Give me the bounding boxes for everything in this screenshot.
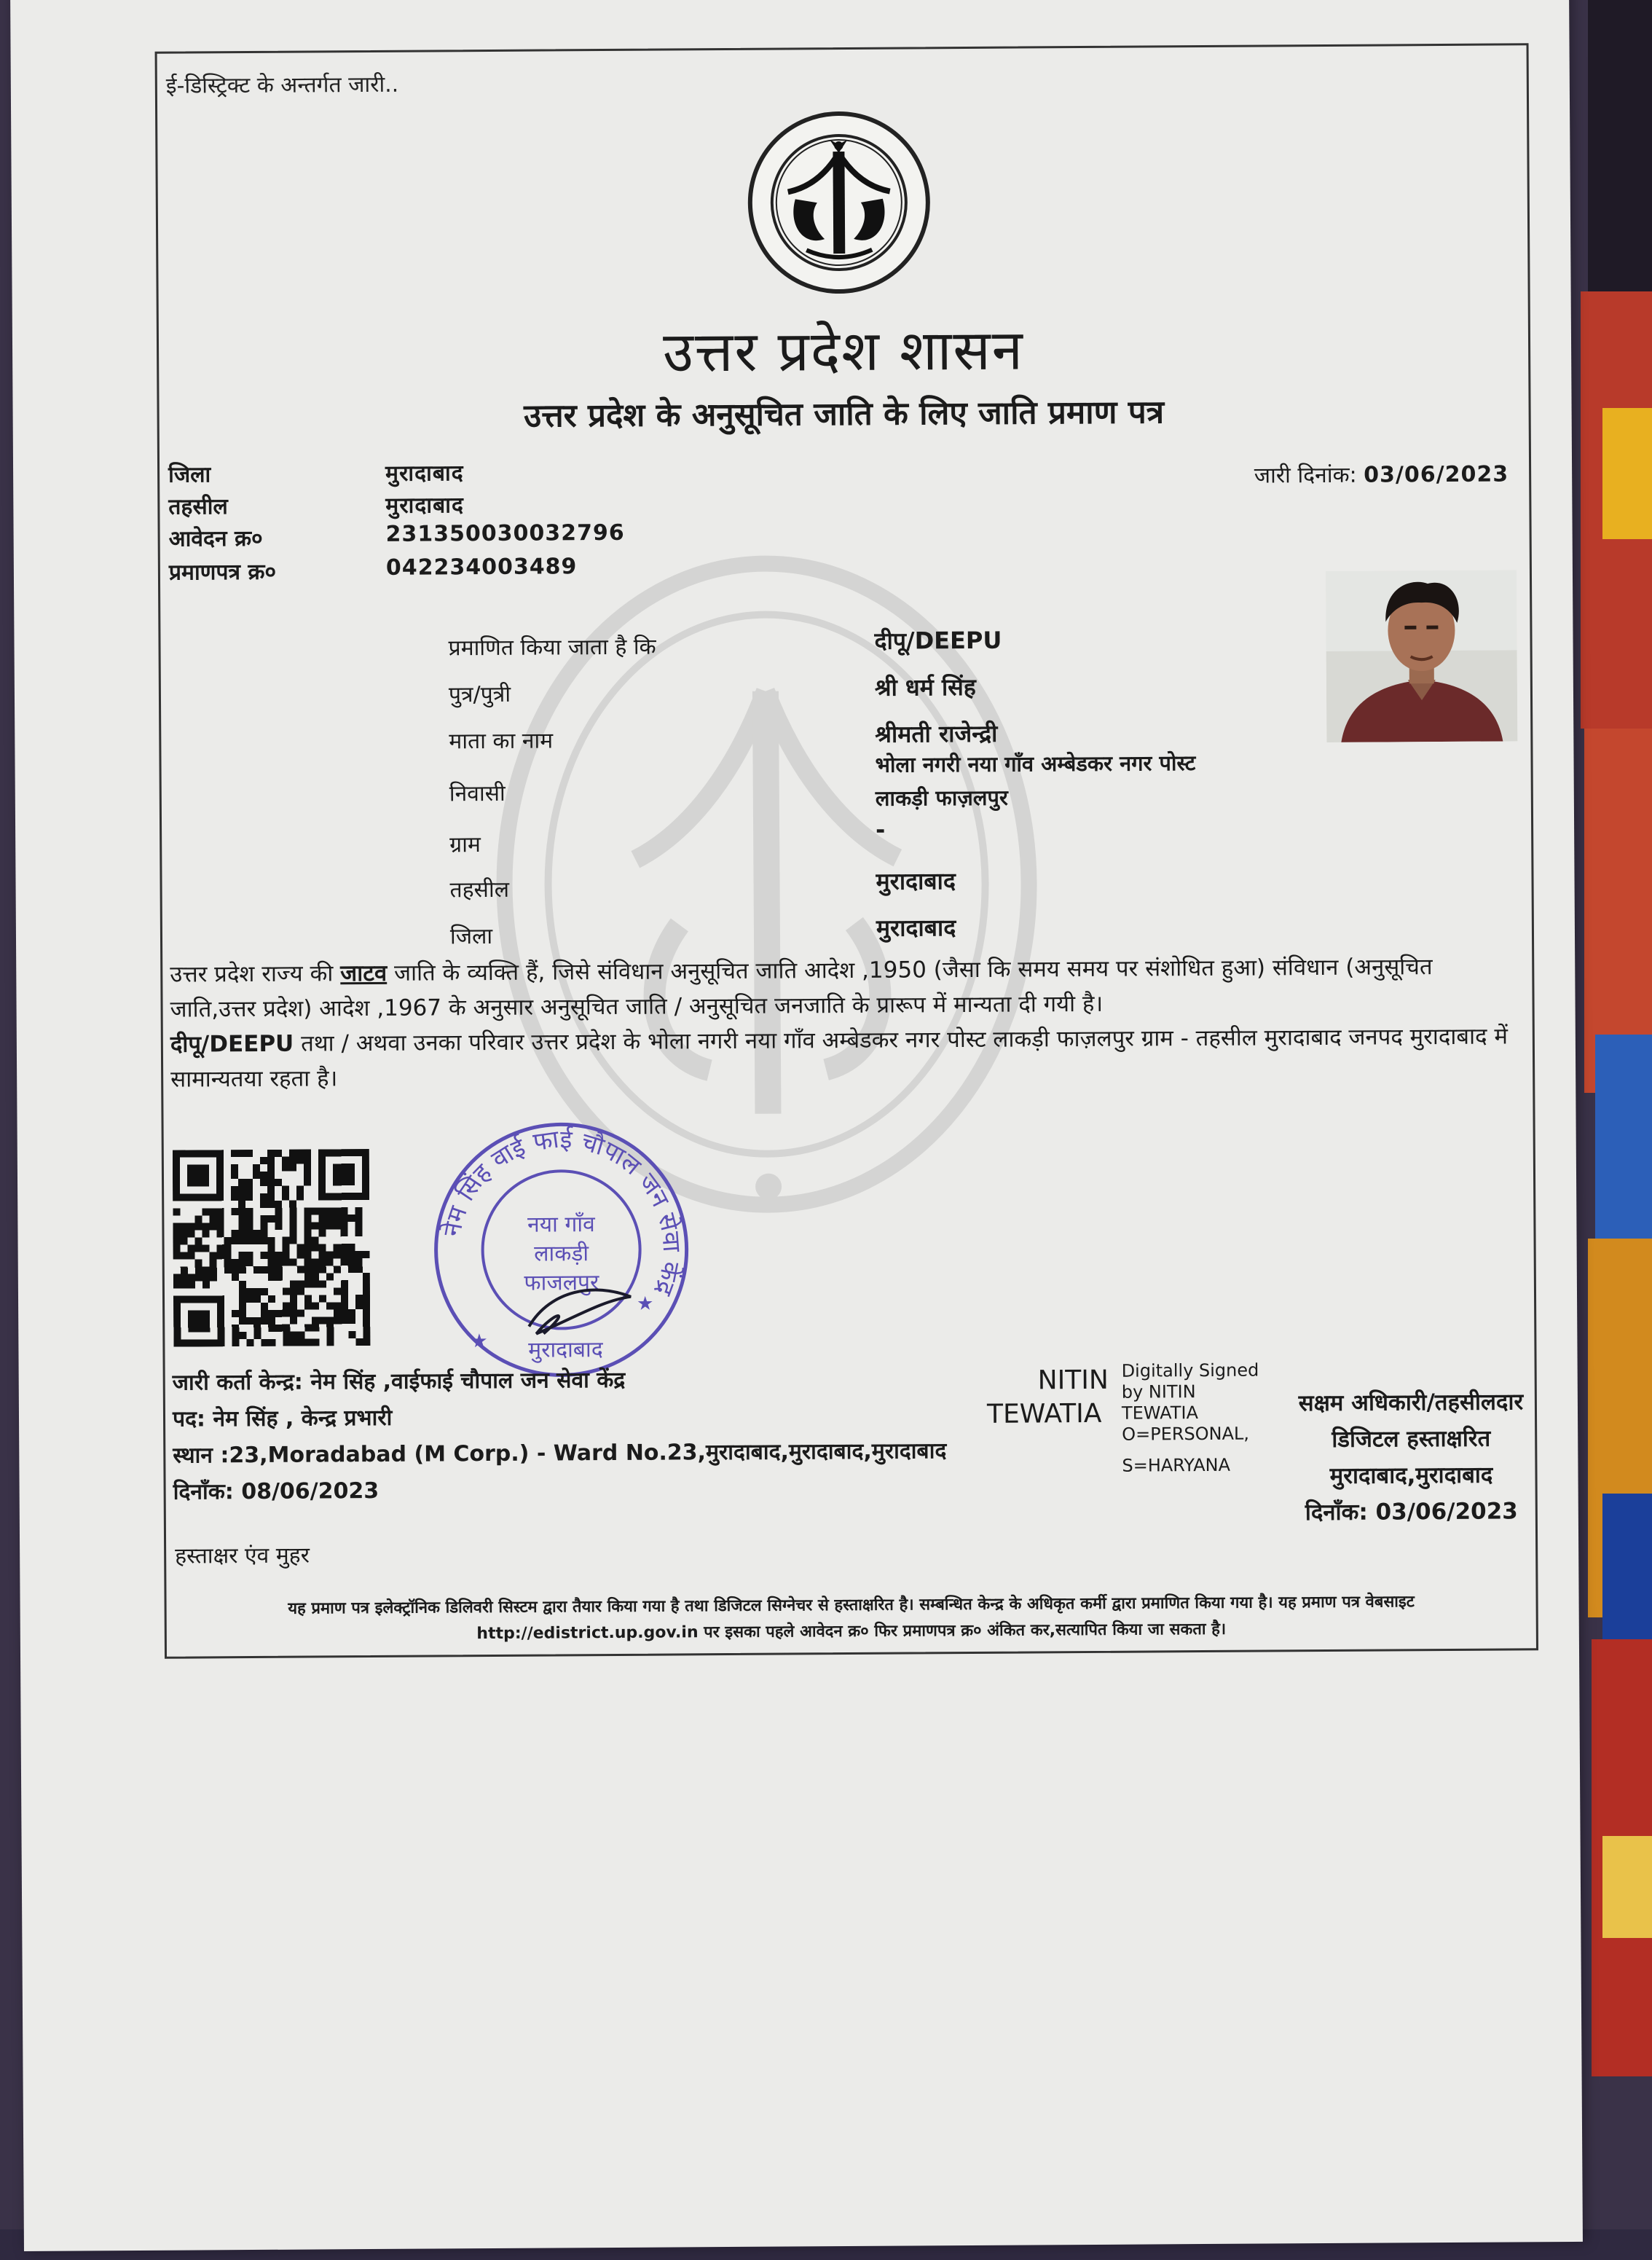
issuer-center: जारी कर्ता केन्द्र: नेम सिंह ,वाईफाई चौपाल जन सेवा केंद्र — [172, 1367, 626, 1396]
signer-name-line2: TEWATIA — [986, 1398, 1102, 1429]
seal-star-icon: ★ — [636, 1292, 654, 1315]
issuer-date-value: 08/06/2023 — [241, 1478, 379, 1505]
authority-digital-signed: डिजिटल हस्ताक्षरित — [1332, 1425, 1491, 1453]
field-label-certified: प्रमाणित किया जाता है कि — [448, 634, 656, 662]
authority-date — [1288, 1495, 1535, 1527]
meta-value-certificate-no: 042234003489 — [385, 554, 578, 581]
issue-date — [1254, 458, 1509, 489]
body-applicant-name: दीपू/DEEPU — [170, 1030, 294, 1058]
authority-date-value: 03/06/2023 — [1375, 1498, 1518, 1526]
signer-name-line1: NITIN — [1037, 1365, 1109, 1396]
signature-and-seal-label: हस्ताक्षर एंव मुहर — [175, 1542, 310, 1569]
meta-label-application-no: आवेदन क्र० — [168, 525, 263, 552]
centre-seal-stamp — [425, 1114, 696, 1385]
meta-value-district: मुरादाबाद — [385, 460, 464, 487]
body-text-part1: उत्तर प्रदेश राज्य की — [170, 960, 334, 988]
body-text-part2: जाति के व्यक्ति हैं, जिसे संविधान अनुसूचित जाति आदेश ,1950 (जैसा कि समय समय पर संशोधित हुआ) संविधान (अनुसूचित जाति,उत्तर प्रदेश) आदेश ,1967 के अनुसार अनुसूचित जाति / अनुसूचित जनजाति के प्रारूप में मान्यता दी गयी है। — [170, 954, 1433, 1023]
signature-detail-4: O=PERSONAL, — [1122, 1423, 1250, 1445]
field-value-resident-line2: लाकड़ी फाज़लपुर — [875, 785, 1008, 811]
field-label-mother: माता का नाम — [449, 728, 554, 755]
seal-inner-line1: नया गाँव — [527, 1212, 595, 1238]
field-value-name: दीपू/DEEPU — [874, 626, 1002, 655]
field-label-district: जिला — [449, 923, 493, 950]
field-value-resident: भोला नगरी नया गाँव अम्बेडकर नगर पोस्ट — [875, 750, 1196, 777]
up-government-emblem-icon — [744, 107, 935, 298]
field-value-father: श्री धर्म सिंह — [874, 672, 976, 702]
seal-inner-line2: लाकड़ी — [534, 1241, 589, 1267]
digital-signature — [986, 1351, 1278, 1476]
meta-label-tehsil: तहसील — [168, 494, 228, 520]
authority-title: सक्षम अधिकारी/तहसीलदार — [1298, 1389, 1524, 1417]
issuer-date — [173, 1475, 379, 1506]
authority-date-label: दिनाँक: — [1305, 1499, 1368, 1526]
field-value-tehsil: मुरादाबाद — [876, 867, 956, 895]
applicant-photo — [1326, 570, 1517, 742]
issuer-post: पद: नेम सिंह , केन्द्र प्रभारी — [172, 1405, 393, 1432]
certificate-frame — [155, 43, 1538, 1658]
meta-value-application-no: 231350030032796 — [385, 519, 625, 547]
seal-star-icon: ★ — [471, 1330, 488, 1353]
field-label-village: ग्राम — [449, 832, 481, 858]
field-label-resident: निवासी — [449, 780, 506, 807]
caste-name: जाटव — [340, 960, 388, 987]
certificate-body-text — [170, 949, 1525, 1096]
qr-code — [173, 1149, 371, 1347]
issuer-place: स्थान :23,Moradabad (M Corp.) - Ward No.23,मुरादाबाद,मुरादाबाद,मुरादाबाद — [173, 1438, 947, 1469]
meta-value-tehsil: मुरादाबाद — [385, 493, 464, 519]
meta-label-certificate-no: प्रमाणपत्र क्र० — [168, 559, 277, 586]
government-title: उत्तर प्रदेश शासन — [662, 317, 1025, 385]
meta-label-district: जिला — [168, 462, 211, 488]
seal-bottom-text: मुरादाबाद — [528, 1337, 603, 1363]
seal-ring-text: नेम सिंह वाई फाई चौपाल जन सेवा केंद्र — [437, 1124, 687, 1300]
field-value-mother: श्रीमती राजेन्द्री — [875, 719, 998, 748]
signature-detail-2: by NITIN — [1121, 1381, 1196, 1402]
signature-details — [1122, 1360, 1260, 1477]
signature-detail-5: S=HARYANA — [1122, 1454, 1231, 1476]
body-text-part3: तथा / अथवा उनका परिवार उत्तर प्रदेश के भोला नगरी नया गाँव अम्बेडकर नगर पोस्ट लाकड़ी फाज़लपुर ग्राम - तहसील मुरादाबाद जनपद मुरादाबाद में सामान्यतया रहता है। — [170, 1023, 1509, 1093]
footer-note: यह प्रमाण पत्र इलेक्ट्रॉनिक डिलिवरी सिस्टम द्वारा तैयार किया गया है तथा डिजिटल सिग्नेचर से हस्ताक्षरित है। सम्बन्धित केन्द्र के अधिकृत कर्मी द्वारा प्रमाणित किया गया है। यह प्रमाण पत्र वेबसाइट http://edistrict.up.gov.in पर इसका पहले आवेदन क्र० फिर प्रमाणपत्र क्र० अंकित कर,सत्यापित किया जा सकता है। — [288, 1593, 1415, 1644]
field-value-district: मुरादाबाद — [876, 914, 956, 942]
signature-detail-3: TEWATIA — [1121, 1402, 1199, 1424]
header-note: ई-डिस्ट्रिक्ट के अन्तर्गत जारी.. — [165, 71, 399, 99]
issue-date-value: 03/06/2023 — [1364, 461, 1509, 488]
field-label-tehsil: तहसील — [449, 876, 510, 903]
certificate-paper — [10, 0, 1583, 2251]
field-value-village: - — [875, 815, 886, 844]
field-label-son-daughter: पुत्र/पुत्री — [448, 681, 511, 708]
certificate-title: उत्तर प्रदेश के अनुसूचित जाति के लिए जाति प्रमाण पत्र — [524, 393, 1165, 435]
signature-detail-1: Digitally Signed — [1121, 1359, 1259, 1381]
seal-inner-line3: फाजलपुर — [524, 1270, 599, 1296]
issue-date-label: जारी दिनांक: — [1254, 462, 1357, 489]
issuer-date-label: दिनाँक: — [173, 1479, 234, 1505]
authority-location: मुरादाबाद,मुरादाबाद — [1329, 1461, 1493, 1489]
